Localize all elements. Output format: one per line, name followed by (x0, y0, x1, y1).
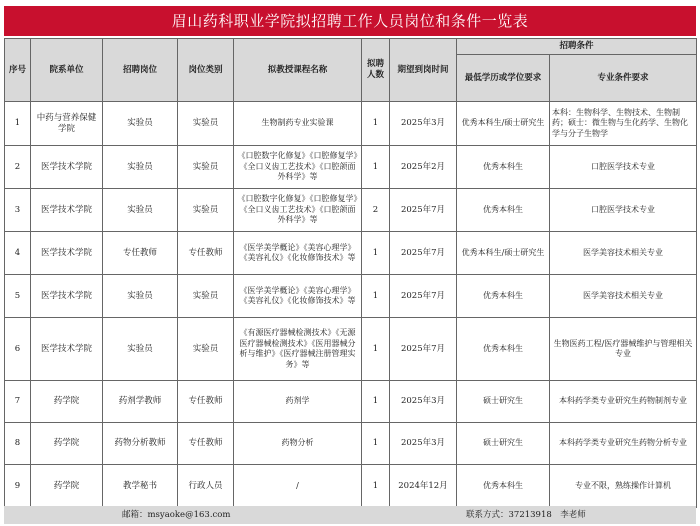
cell-position: 实验员 (103, 102, 178, 146)
cell-dept: 中药与营养保健学院 (31, 102, 103, 146)
contact-email[interactable]: 邮箱：msyaoke@163.com (122, 510, 231, 520)
cell-courses: 《医学美学概论》《美容心理学》《美容礼仪》《化妆修饰技术》等 (234, 275, 362, 318)
table-row (5, 146, 697, 189)
table-row (5, 232, 697, 275)
cell-category: 实验员 (178, 318, 234, 381)
cell-education: 硕士研究生 (457, 423, 550, 465)
cell-category: 实验员 (178, 146, 234, 189)
table-row (5, 465, 697, 508)
header-seq: 序号 (5, 39, 31, 102)
cell-start: 2025年3月 (390, 381, 457, 423)
cell-count: 1 (362, 318, 390, 381)
cell-start: 2025年3月 (390, 423, 457, 465)
cell-seq: 7 (5, 381, 31, 423)
table-row (5, 381, 697, 423)
cell-education: 优秀本科生 (457, 146, 550, 189)
cell-category: 专任教师 (178, 423, 234, 465)
cell-count: 1 (362, 232, 390, 275)
cell-position: 教学秘书 (103, 465, 178, 508)
cell-education: 优秀本科生 (457, 318, 550, 381)
cell-start: 2025年7月 (390, 275, 457, 318)
cell-major: 本科：生物科学、生物技术、生物制药；硕士：微生物与生化药学、生物化学与分子生物学 (550, 102, 697, 146)
header-position: 招聘岗位 (103, 39, 178, 102)
cell-category: 专任教师 (178, 232, 234, 275)
header-category: 岗位类别 (178, 39, 234, 102)
cell-position: 实验员 (103, 318, 178, 381)
cell-courses: 生物制药专业实验课 (234, 102, 362, 146)
cell-seq: 3 (5, 189, 31, 232)
cell-dept: 医学技术学院 (31, 275, 103, 318)
cell-courses: 《有源医疗器械检测技术》《无源医疗器械检测技术》《医用器械分析与维护》《医疗器械注册管理实务》等 (234, 318, 362, 381)
cell-start: 2025年2月 (390, 146, 457, 189)
cell-count: 1 (362, 465, 390, 508)
table-row (5, 275, 697, 318)
cell-count: 2 (362, 189, 390, 232)
cell-position: 实验员 (103, 275, 178, 318)
cell-major: 口腔医学技术专业 (550, 189, 697, 232)
header-education: 最低学历或学位要求 (457, 55, 550, 102)
cell-category: 实验员 (178, 189, 234, 232)
cell-courses: 药物分析 (234, 423, 362, 465)
cell-education: 硕士研究生 (457, 381, 550, 423)
cell-courses: 《口腔数字化修复》《口腔修复学》《全口义齿工艺技术》《口腔颌面外科学》等 (234, 146, 362, 189)
cell-dept: 药学院 (31, 465, 103, 508)
cell-seq: 6 (5, 318, 31, 381)
header-count: 拟聘人数 (362, 39, 390, 102)
cell-seq: 4 (5, 232, 31, 275)
table-row (5, 102, 697, 146)
cell-position: 专任教师 (103, 232, 178, 275)
recruitment-table (4, 38, 697, 508)
table-row (5, 189, 697, 232)
cell-education: 优秀本科生 (457, 189, 550, 232)
cell-category: 专任教师 (178, 381, 234, 423)
cell-dept: 药学院 (31, 423, 103, 465)
cell-position: 药物分析教师 (103, 423, 178, 465)
cell-seq: 9 (5, 465, 31, 508)
header-dept: 院系单位 (31, 39, 103, 102)
contact-phone: 联系方式：37213918 李老师 (466, 510, 586, 520)
cell-education: 优秀本科生 (457, 465, 550, 508)
cell-courses: / (234, 465, 362, 508)
cell-start: 2025年7月 (390, 318, 457, 381)
cell-major: 本科药学类专业研究生药物分析专业 (550, 423, 697, 465)
header-major: 专业条件要求 (550, 55, 697, 102)
cell-position: 实验员 (103, 146, 178, 189)
cell-dept: 医学技术学院 (31, 318, 103, 381)
page-title: 眉山药科职业学院拟招聘工作人员岗位和条件一览表 (4, 6, 696, 36)
cell-courses: 《口腔数字化修复》《口腔修复学》《全口义齿工艺技术》《口腔颌面外科学》等 (234, 189, 362, 232)
cell-position: 实验员 (103, 189, 178, 232)
cell-dept: 医学技术学院 (31, 189, 103, 232)
cell-seq: 5 (5, 275, 31, 318)
cell-dept: 医学技术学院 (31, 146, 103, 189)
cell-major: 医学美容技术相关专业 (550, 275, 697, 318)
cell-dept: 医学技术学院 (31, 232, 103, 275)
cell-major: 医学美容技术相关专业 (550, 232, 697, 275)
cell-education: 优秀本科生/硕士研究生 (457, 102, 550, 146)
cell-seq: 1 (5, 102, 31, 146)
cell-start: 2025年7月 (390, 189, 457, 232)
cell-courses: 《医学美学概论》《美容心理学》《美容礼仪》《化妆修饰技术》等 (234, 232, 362, 275)
cell-category: 实验员 (178, 102, 234, 146)
cell-seq: 2 (5, 146, 31, 189)
cell-education: 优秀本科生/硕士研究生 (457, 232, 550, 275)
cell-start: 2024年12月 (390, 465, 457, 508)
cell-count: 1 (362, 381, 390, 423)
contact-footer (4, 506, 696, 524)
cell-count: 1 (362, 102, 390, 146)
cell-count: 1 (362, 423, 390, 465)
cell-major: 本科药学类专业研究生药物制剂专业 (550, 381, 697, 423)
cell-major: 口腔医学技术专业 (550, 146, 697, 189)
header-conditions: 招聘条件 (457, 39, 697, 55)
cell-dept: 药学院 (31, 381, 103, 423)
cell-seq: 8 (5, 423, 31, 465)
cell-category: 行政人员 (178, 465, 234, 508)
header-courses: 拟教授课程名称 (234, 39, 362, 102)
cell-start: 2025年7月 (390, 232, 457, 275)
cell-position: 药剂学教师 (103, 381, 178, 423)
table-row (5, 423, 697, 465)
header-start: 期望到岗时间 (390, 39, 457, 102)
cell-major: 生物医药工程/医疗器械维护与管理相关专业 (550, 318, 697, 381)
cell-category: 实验员 (178, 275, 234, 318)
table-row (5, 318, 697, 381)
cell-education: 优秀本科生 (457, 275, 550, 318)
cell-count: 1 (362, 146, 390, 189)
cell-courses: 药剂学 (234, 381, 362, 423)
cell-start: 2025年3月 (390, 102, 457, 146)
cell-major: 专业不限，熟练操作计算机 (550, 465, 697, 508)
cell-count: 1 (362, 275, 390, 318)
